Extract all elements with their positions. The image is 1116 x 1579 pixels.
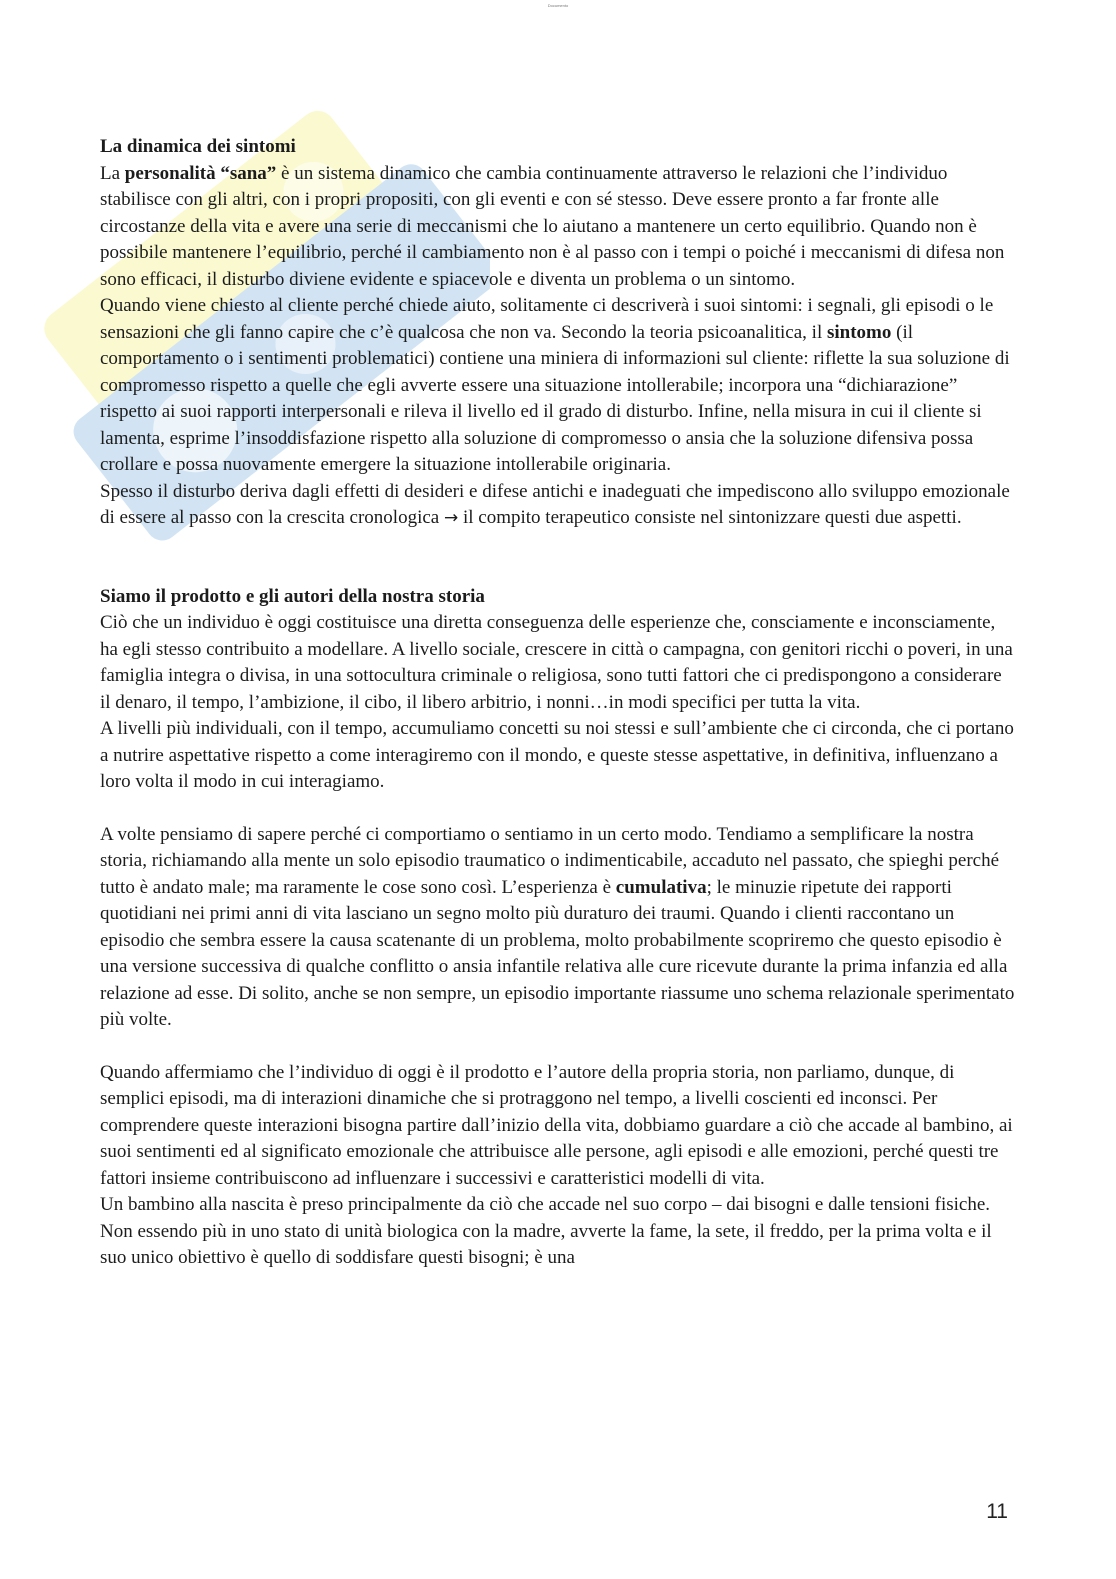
page-body [100,134,1015,1272]
paragraph-sintomo: Quando viene chiesto al cliente perché chiede aiuto, solitamente ci descriverà i suoi sintomi: i segnali, gli episodi o le sensazioni che gli fanno capire che c’è qualcosa che non va. Secondo la teoria psicoanalitica, il sintomo (il comportamento o i sentimenti problematici) contiene una miniera di informazioni sul cliente: riflette la sua soluzione di compromesso rispetto a quelle che egli avverte essere una situazione intollerabile; incorpora una “dichiarazione” rispetto ai suoi rapporti interpersonali e rileva il livello ed il grado di disturbo. Infine, nella misura in cui il cliente si lamenta, esprime l’insoddisfazione rispetto alla soluzione di compromesso o ansia che la soluzione difensiva possa crollare e possa nuovamente emergere la situazione intollerabile originaria. [100,295,1010,475]
paragraph-disturbo: Spesso il disturbo deriva dagli effetti di desideri e difese antichi e inadeguati che impediscono allo sviluppo emozionale di essere al passo con la crescita cronologica → il compito terapeutico consiste nel sintonizzare questi due aspetti. [100,480,1010,528]
bold-term-personalita-sana: personalità “sana” [124,162,277,184]
header-mark: Documento [547,3,569,8]
paragraph-interazioni: Quando affermiamo che l’individuo di oggi è il prodotto e l’autore della propria storia, non parliamo, dunque, di semplici episodi, ma di interazioni dinamiche che si protraggono nel tempo, a livelli coscienti ed inconsci. Per comprendere queste interazioni bisogna partire dall’inizio della vita, dobbiamo guardare a ciò che accade al bambino, ai suoi sentimenti ed al significato emozionale che attribuisce alle persone, agli episodi e alle emozioni, perché questi tre fattori insieme contribuiscono ad influenzare i successivi e caratteristici modelli di vita. [100,1061,1013,1189]
paragraph-livelli-individuali: A livelli più individuali, con il tempo, accumuliamo concetti su noi stessi e sull’ambiente che ci circonda, che ci portano a nutrire aspettative rispetto a come interagiremo con il mondo, e queste stesse aspettative, in definitiva, influenzano a loro volta il modo in cui interagiamo. [100,718,1014,792]
section-title-storia: Siamo il prodotto e gli autori della nostra storia [100,585,485,607]
paragraph-bambino: Un bambino alla nascita è preso principalmente da ciò che accade nel suo corpo – dai bisogni e dalle tensioni fisiche. Non essendo più in uno stato di unità biologica con la madre, avverte la fame, la sete, il freddo, per la prima volta e il suo unico obiettivo è quello di soddisfare questi bisogni; è una [100,1194,992,1268]
bold-term-cumulativa: cumulativa [615,876,707,898]
paragraph-cumulativa: A volte pensiamo di sapere perché ci comportiamo o sentiamo in un certo modo. Tendiamo a semplificare la nostra storia, richiamando alla mente un solo episodio traumatico o indimenticabile, accaduto nel passato, che spieghi perché tutto è andato male; ma raramente le cose sono così. L’esperienza è cumulativa; le minuzie ripetute dei rapporti quotidiani nei primi anni di vita lasciano un segno molto più duraturo dei traumi. Quando i clienti raccontano un episodio che sembra essere la causa scatenante di un problema, molto probabilmente scopriremo che questo episodio è una versione successiva di qualche conflitto o ansia infantile relativa alle cure ricevute durante la prima infanzia ed alla relazione ad esse. Di solito, anche se non sempre, un episodio importante riassume uno schema relazionale sperimentato più volte. [100,823,1015,1030]
section-title-sintomi: La dinamica dei sintomi [100,136,296,157]
page-number: 11 [986,1500,1008,1523]
arrow-right-icon: → [443,508,459,528]
paragraph-individuo: Ciò che un individuo è oggi costituisce una diretta conseguenza delle esperienze che, consciamente e inconsciamente, ha egli stesso contribuito a modellare. A livello sociale, crescere in città o campagna, con genitori ricchi o poveri, in una famiglia integra o divisa, in una sottocultura criminale o religiosa, sono tutti fattori che ci predispongono a considerare il denaro, il tempo, l’ambizione, il cibo, il libero arbitrio, i nonni…in modi specifici per tutta la vita. [100,612,1013,713]
paragraph-personalita: La personalità “sana” è un sistema dinamico che cambia continuamente attraverso le relazioni che l’individuo stabilisce con gli altri, con i propri propositi, con gli eventi e con sé stesso. Deve essere pronto a far fronte alle circostanze della vita e avere una serie di meccanismi che lo aiutano a mantenere un certo equilibrio. Quando non è possibile mantenere l’equilibrio, perché il cambiamento non è al passo con i tempi o poiché i meccanismi di difesa non sono efficaci, il disturbo diviene evidente e spiacevole e diventa un problema o un sintomo. [100,162,1005,290]
bold-term-sintomo: sintomo [826,321,892,343]
